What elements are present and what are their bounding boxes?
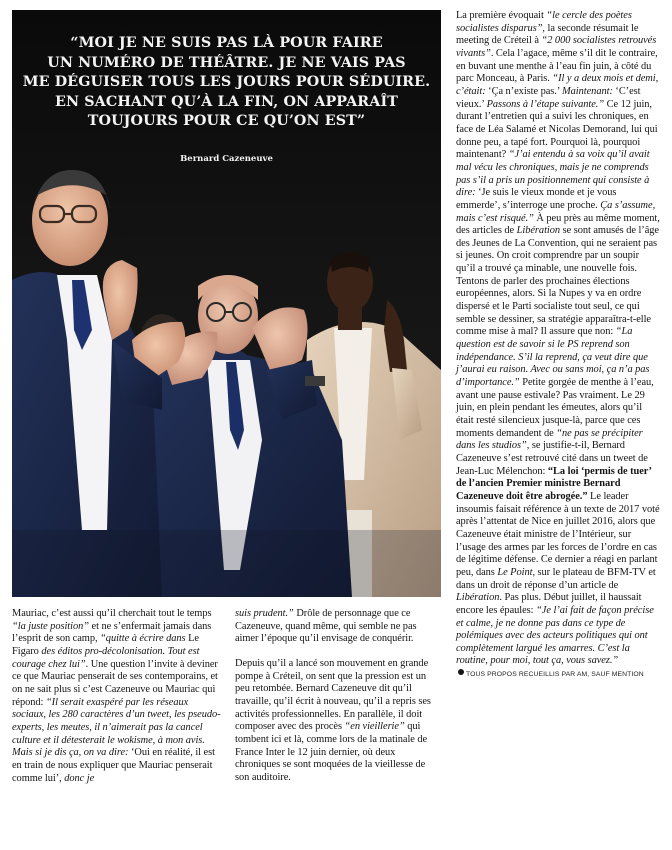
- paragraph: [235, 608, 440, 646]
- text-run: “2 000 socialistes retrouvés vivants”: [456, 35, 657, 59]
- text-run: “ne pas se précipiter dans les studios”: [456, 427, 643, 452]
- paragraph: [12, 608, 222, 785]
- article-column-bottom-left: [12, 608, 222, 785]
- text-run: Maintenant:: [562, 85, 613, 97]
- text-run: Le Figaro: [12, 633, 199, 657]
- text-run: “quitte à écrire dans: [100, 633, 186, 645]
- text-run: Mauriac, c’est aussi qu’il cherchait tout le temps: [12, 608, 212, 619]
- text-run: et ne s’enfermait jamais dans l’esprit de son camp,: [12, 620, 212, 645]
- text-run: , se justifie-t-il, Bernard Cazeneuve s’est retrouvé cité dans un tweet de Jean-Luc Mélenchon:: [456, 440, 648, 477]
- quote-author: Bernard Cazeneuve: [180, 154, 273, 164]
- text-run: ‘Je suis le vieux monde et je vous emmerde’, s’interroge une proche.: [456, 187, 617, 211]
- text-run: “La loi ‘permis de tuer’ de l’ancien Premier ministre Bernard Cazeneuve doit être abrogée.”: [456, 465, 652, 502]
- text-run: ‘Oui en réalité, il est en train de nous expliquer que Mauriac penserait comme lui’,: [12, 747, 215, 784]
- article-photo: [12, 10, 441, 597]
- text-run: Libération: [456, 592, 500, 604]
- text-run: “Je l’ai fait de façon précise et calme, je ne donne pas dans ce type de polémiques avec des acteurs politiques qui ont complètement largué les amarres. C’est la routine, pour moi, tout ça, vous savez.”: [456, 604, 654, 667]
- text-run: , la seconde résumait le meeting de Créteil à: [456, 22, 639, 47]
- text-run: . Pas plus. Début juillet, il haussait encore les épaules:: [456, 592, 642, 616]
- text-run: Ce 12 juin, durant l’entretien qui a suivi les chroniques, en face de Léa Salamé et Nicolas Demorand, lui qui donne peu, a tapé fort. Pourquoi là, pourquoi maintenant?: [456, 98, 658, 161]
- paragraph: [456, 10, 660, 668]
- text-run: . Cela l’agace, même s’il dit le contraire, en buvant une menthe à l’eau fin juin, à côté du parc Monceau, à Paris.: [456, 47, 658, 85]
- text-run: Ça s’assume, mais c’est risqué.”: [456, 199, 656, 224]
- article-column-bottom-center: [235, 608, 440, 785]
- text-run: “le cercle des poètes socialistes disparus”: [456, 10, 632, 34]
- paragraph: [235, 658, 440, 785]
- text-run: donc je: [64, 772, 95, 784]
- text-run: Petite gorgée de menthe à l’eau, avant une pause estivale? Pas vraiment. Le 29 juin, en plein pendant les émeutes, alors qu’il était resté silencieux jusque-là, parce que ces moments demandent de: [456, 377, 654, 439]
- text-run: “La question est de savoir si le PS reprend son indépendance. S’il la reprend, ça veut dire que j’aurai eu raison. Avec ou sans moi, ça n’a pas d’importance.”: [456, 326, 650, 389]
- text-run: ‘Ça n’existe pas.’: [485, 85, 563, 97]
- text-run: Libération: [516, 225, 561, 237]
- text-run: . Une question l’invite à deviner ce que Mauriac penserait de ses contemporains, et on ne sait plus si c’est Cazeneuve ou Mauriac qui répond:: [12, 658, 218, 708]
- text-run: “Il y a deux mois et demi, c’était:: [456, 73, 659, 97]
- text-run: “la juste position”: [12, 620, 89, 632]
- text-run: Passons à l’étape suivante.”: [486, 98, 605, 110]
- pull-quote: “MOI JE NE SUIS PAS LÀ POUR FAIRE UN NUMÉRO DE THÉÂTRE. JE NE VAIS PAS ME DÉGUISER TOUS LES JOURS POUR SÉDUIRE. EN SACHANT QU’À LA FIN, ON APPARAÎT TOUJOURS POUR CE QU’ON EST”: [22, 35, 431, 129]
- text-run: À peu près au même moment, des articles de: [456, 212, 660, 237]
- photo-credit: TOUS PROPOS RECUEILLIS PAR AM, SAUF MENTION: [466, 671, 644, 679]
- text-run: se sont amusés de l’âge des Jeunes de La Convention, qui ne seraient pas si jeunes. On croit comprendre par un soupir qu’il a trouvé ça minable, une nouvelle fois. Tentons de parler des prochaines élections européennes, alors. Si la Nupes y va en ordre dispersé et le Parti socialiste tout seul, ce qui semble se dessiner, sa stratégie apparaîtra-t-elle comme mise à mal? Il assure que non:: [456, 225, 659, 338]
- article-column-right: [456, 10, 660, 682]
- text-run: “Il serait exaspéré par les réseaux sociaux, les 280 caractères d’un tweet, les pseudo-experts, les meutes, il n’aimerait pas la cancel culture et il détesterait le wokisme, à mon avis. Mais si je dis ça, on va dire:: [12, 696, 221, 759]
- text-run: qui tombent ici et là, comme lors de la matinale de France Inter le 12 juin dernier, où deux chroniques se sont moquées de la vieillesse de son auditoire.: [235, 721, 428, 783]
- text-run: “en vieillerie”: [344, 721, 405, 733]
- text-run: “J’ai entendu à sa voix qu’il avait mal vécu les chroniques, mais je ne comprends pas s’il a pris un positionnement qui consiste à dire:: [456, 149, 650, 199]
- text-run: La première évoquait: [456, 10, 547, 21]
- paragraph-gap: [235, 646, 440, 658]
- paragraph-end: [456, 668, 660, 682]
- text-run: Depuis qu’il a lancé son mouvement en grande pompe à Créteil, on sent que la pression est un peu retombée. Bernard Cazeneuve dit qu’il travaille, qu’il écrit à nouveau, qu’il a repris ses activités professionnelles. En parallèle, il doit composer avec des procès: [235, 657, 431, 733]
- text-run: , sur le plateau de BFM-TV et dans un droit de réponse d’un article de: [456, 566, 656, 591]
- text-run: Le Point: [497, 566, 533, 578]
- text-run: Le leader insoumis faisait référence à un texte de 2017 voté après l’attentat de Nice en juillet 2016, alors que Cazeneuve était ministre de l’Intérieur, sur l’usage des armes par les forces de l’ordre en cas de légitime défense. Ce dernier a réagi en parlant peu, dans: [456, 490, 660, 578]
- text-run: Drôle de personnage que ce Cazeneuve, quand même, qui semble ne pas aimer l’époque qu’il envisage de conquérir.: [235, 608, 417, 645]
- text-run: suis prudent.”: [235, 608, 294, 619]
- text-run: ‘C’est vieux.’: [456, 85, 641, 110]
- end-bullet-icon: [458, 669, 464, 675]
- text-run: des éditos pro-décolonisation. Tout est courage chez lui”: [12, 645, 200, 670]
